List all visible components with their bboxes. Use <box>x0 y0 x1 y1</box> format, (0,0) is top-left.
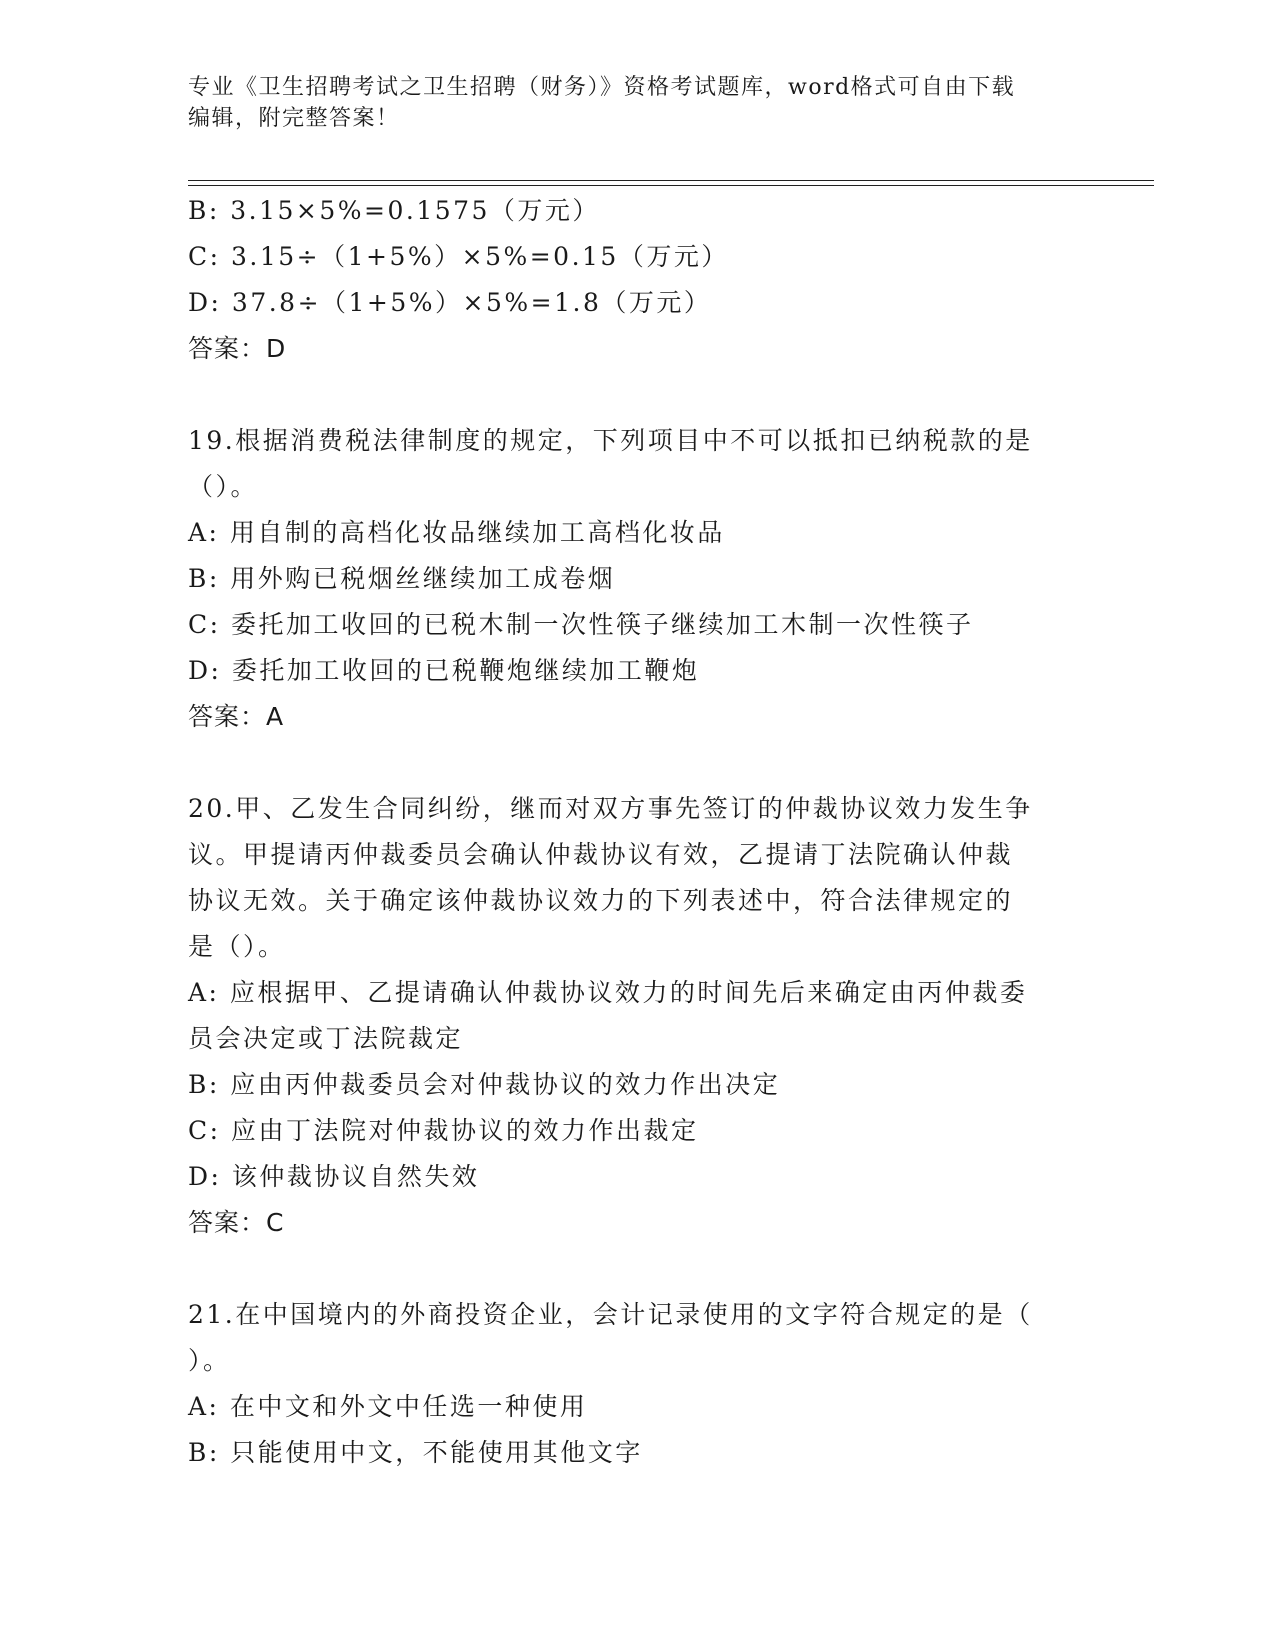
question-21 <box>188 1292 1088 1476</box>
question-18-continued <box>188 188 1088 372</box>
option-d: D: 该仲裁协议自然失效 <box>188 1162 480 1191</box>
question-stem-continued: 议。甲提请丙仲裁委员会确认仲裁协议有效，乙提请丁法院确认仲裁 <box>188 840 1014 869</box>
answer-line: 答案：A <box>188 702 285 731</box>
question-stem: 21.在中国境内的外商投资企业，会计记录使用的文字符合规定的是（ <box>188 1300 1033 1329</box>
option-c: C: 应由丁法院对仲裁协议的效力作出裁定 <box>188 1116 699 1145</box>
option-d: D: 委托加工收回的已税鞭炮继续加工鞭炮 <box>188 656 700 685</box>
question-20 <box>188 786 1088 1246</box>
header-divider-bottom <box>188 185 1154 186</box>
option-a-continued: 员会决定或丁法院裁定 <box>188 1024 464 1053</box>
option-d: D: 37.8÷（1+5%）×5%=1.8（万元） <box>188 288 712 317</box>
question-stem-continued: （）。 <box>188 472 259 501</box>
answer-line: 答案：D <box>188 334 287 363</box>
option-a: A: 用自制的高档化妆品继续加工高档化妆品 <box>188 518 725 547</box>
question-19 <box>188 418 1088 740</box>
option-c: C: 委托加工收回的已税木制一次性筷子继续加工木制一次性筷子 <box>188 610 974 639</box>
question-stem-continued: 是（）。 <box>188 932 286 961</box>
option-c: C: 3.15÷（1+5%）×5%=0.15（万元） <box>188 242 729 271</box>
question-stem-continued: ）。 <box>188 1346 231 1375</box>
spacer <box>188 372 1088 418</box>
option-b: B: 应由丙仲裁委员会对仲裁协议的效力作出决定 <box>188 1070 781 1099</box>
spacer <box>188 740 1088 786</box>
option-b: B: 只能使用中文，不能使用其他文字 <box>188 1438 643 1467</box>
document-header <box>188 72 1088 134</box>
header-divider-top <box>188 180 1154 181</box>
header-line-1: 专业《卫生招聘考试之卫生招聘（财务）》资格考试题库，word格式可自由下载 <box>188 75 1016 100</box>
question-stem: 19.根据消费税法律制度的规定，下列项目中不可以抵扣已纳税款的是 <box>188 426 1033 455</box>
option-a: A: 应根据甲、乙提请确认仲裁协议效力的时间先后来确定由丙仲裁委 <box>188 978 1028 1007</box>
option-b: B: 3.15×5%=0.1575（万元） <box>188 196 600 225</box>
answer-line: 答案：C <box>188 1208 285 1237</box>
question-stem: 20.甲、乙发生合同纠纷，继而对双方事先签订的仲裁协议效力发生争 <box>188 794 1033 823</box>
question-stem-continued: 协议无效。关于确定该仲裁协议效力的下列表述中，符合法律规定的 <box>188 886 1014 915</box>
option-a: A: 在中文和外文中任选一种使用 <box>188 1392 588 1421</box>
question-list <box>188 188 1088 1476</box>
option-b: B: 用外购已税烟丝继续加工成卷烟 <box>188 564 616 593</box>
spacer <box>188 1246 1088 1292</box>
header-line-2: 编辑，附完整答案！ <box>188 106 400 131</box>
